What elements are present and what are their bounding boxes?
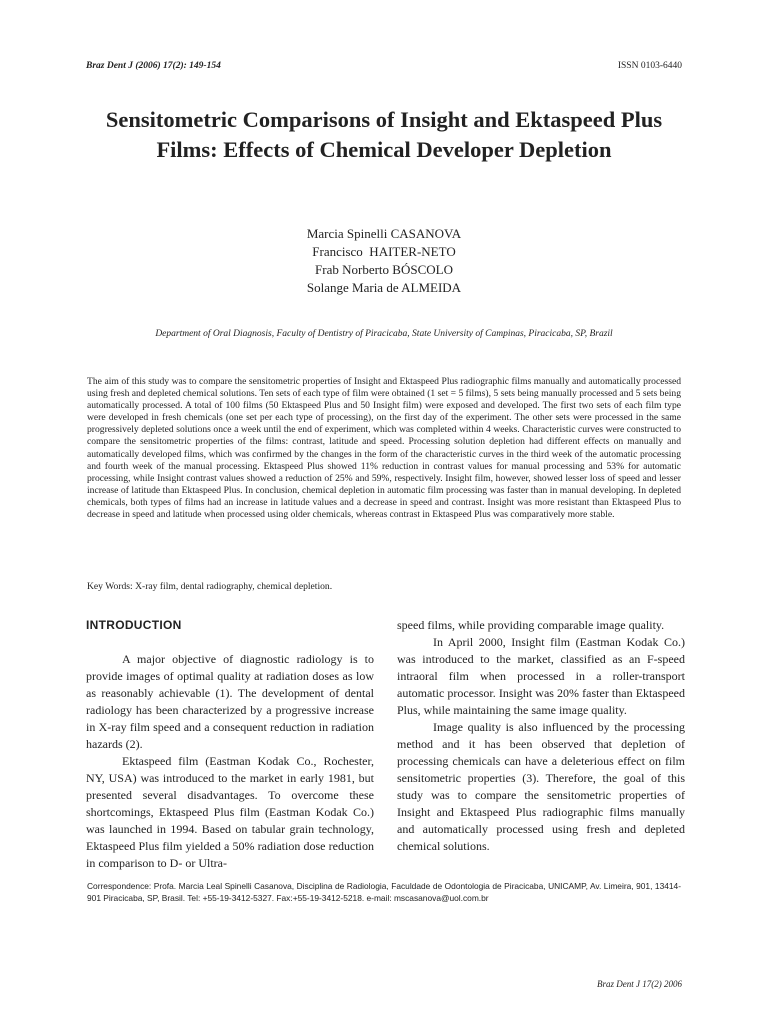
- issn-number: ISSN 0103-6440: [617, 61, 682, 71]
- left-column: [86, 617, 374, 872]
- author-list: [0, 225, 768, 297]
- body-paragraph: Ektaspeed film (Eastman Kodak Co., Rochester, NY, USA) was introduced to the market in early 1981, but presented several disadvantages. To overcome these shortcomings, Ektaspeed Plus film (Eastman Kodak Co.) was launched in 1994. Based on tabular grain technology, Ektaspeed Plus film yielded a 50% radiation dose reduction in comparison to D- or Ultra-: [86, 754, 374, 870]
- body-paragraph: In April 2000, Insight film (Eastman Kodak Co.) was introduced to the market, classified as an F-speed intraoral film when processed in a roller-transport automatic processor. Insight was 20% faster than Ektaspeed Plus, while maintaining the same image quality.: [397, 635, 685, 717]
- body-paragraph: Image quality is also influenced by the processing method and it has been observed that depletion of processing chemicals can have a deleterious effect on film sensitometric properties (3). Therefore, the goal of this study was to compare the sensitometric properties of Insight and Ektaspeed Plus radiographic films manually and automatically processed using fresh and depleted chemical solutions.: [397, 720, 685, 853]
- abstract: The aim of this study was to compare the sensitometric properties of Insight and Ektaspeed Plus radiographic films manually and automatically processed using fresh and depleted chemical solutions. Ten sets of each type of film were obtained (1 set = 5 films), 5 sets being manually processed and 5 sets being automatically processed. A total of 100 films (50 Ektaspeed Plus and 50 Insight film) were exposed and developed. The first two sets of each film type were developed in fresh chemicals (one set per each type of processing), on the first day of the experiment. The other sets were processed in the same progressively depleted solutions once a week until the end of experiment, which was completed within 4 weeks. Characteristic curves were constructed to compare the sensitometric properties of the films: contrast, latitude and speed. Processing solution depletion had different effects on manually and automatically developed films, which was confirmed by the changes in the form of the characteristic curves in the third week of the automatic processing and fourth week of the manual processing. Ektaspeed Plus showed 11% reduction in contrast values for manual processing and 53% for automatic processing, while Insight contrast values showed a reduction of 25% and 59%, respectively. Insight film, however, showed lesser loss of speed and lesser increase of latitude than Ektaspeed Plus. In conclusion, chemical depletion in automatic film processing was faster than in manual developing. In depleted chemicals, both types of films had an increase in latitude values and a decrease in speed and contrast. Insight was more resistant than Ektaspeed Plus to decrease in speed and latitude when processed using older chemicals, whereas contrast in Ektaspeed Plus was comparatively more stable.: [87, 376, 681, 521]
- page-footer: Braz Dent J 17(2) 2006: [597, 979, 682, 989]
- author-name: Solange Maria de ALMEIDA: [306, 280, 462, 295]
- author-name: Francisco HAITER-NETO: [312, 244, 456, 259]
- body-paragraph-continuation: speed films, while providing comparable image quality.: [397, 618, 665, 632]
- affiliation: Department of Oral Diagnosis, Faculty of Dentistry of Piracicaba, State University of Campinas, Piracicaba, SP, Brazil: [155, 329, 613, 339]
- author-name: Frab Norberto BÓSCOLO: [315, 262, 453, 277]
- keywords: Key Words: X-ray film, dental radiography, chemical depletion.: [87, 581, 333, 592]
- section-heading-introduction: INTRODUCTION: [86, 618, 182, 632]
- correspondence-note: Correspondence: Profa. Marcia Leal Spinelli Casanova, Disciplina de Radiologia, Faculdade de Odontologia de Piracicaba, UNICAMP, Av. Limeira, 901, 13414-901 Piracicaba, SP, Brasil. Tel: +55-19-3412-5327. Fax:+55-19-3412-5218. e-mail: mscasanova@uol.com.br: [87, 881, 681, 903]
- right-column: [397, 617, 685, 855]
- body-paragraph: A major objective of diagnostic radiology is to provide images of optimal quality at radiation doses as low as reasonably achievable (1). The development of dental radiology has been characterized by a progressive increase in X-ray film speed and a consequent reduction in radiation hazards (2).: [86, 652, 374, 751]
- journal-reference: Braz Dent J (2006) 17(2): 149-154: [86, 61, 221, 71]
- running-head: [86, 61, 682, 71]
- article-title: Sensitometric Comparisons of Insight and Ektaspeed Plus Films: Effects of Chemical Developer Depletion: [105, 107, 663, 162]
- author-name: Marcia Spinelli CASANOVA: [306, 226, 462, 241]
